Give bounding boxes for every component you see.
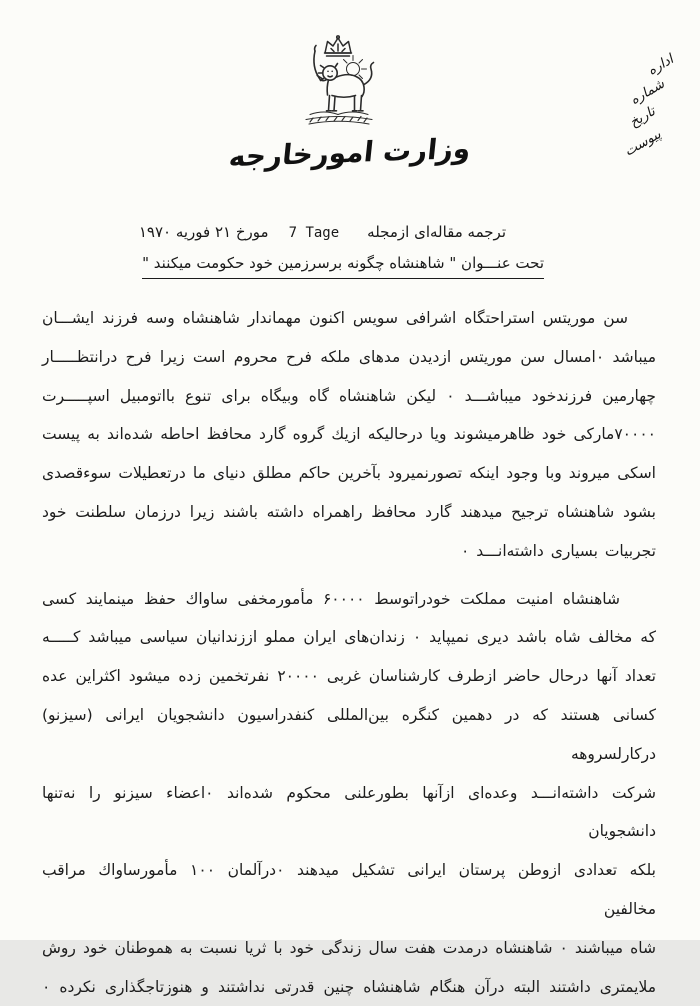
body-line: اسکی میروند وبا وجود اینکه تصورنمیرود بآخرین حاکم مطلق دنیای ما درتعطیلات سوءقصدی (42, 464, 656, 483)
body-text (42, 299, 656, 1006)
document-header (139, 223, 544, 279)
body-line: بشود شاهنشاه ترجیح میدهند گارد محافظ راهمراه داشته باشند زیرا درزمان سلطنت خود (42, 502, 656, 521)
body-line: شاه میباشند ۰ شاهنشاه درمدت هفت سال زندگی خود با ثریا نسبت به هموطنان خود روش (42, 938, 656, 957)
body-line: سن موریتس استراحتگاه اشرافی سویس اکنون مهماندار شاهنشاه وسه فرزند ایشـــان (42, 309, 628, 327)
body-line: که مخالف شاه باشد دیری نمیپاید ۰ زندان‌های ایران مملو اززندانیان سیاسی میباشد کـــــه (42, 628, 656, 647)
form-label-enclosure: پیوست (621, 126, 664, 160)
body-line: شرکت داشته‌انـــد وعده‌ای ازآنها بطورعلنی محکوم شده‌اند ۰اعضاء سیزنو را نه‌تنها دانشجویان (42, 783, 656, 841)
form-label-number: شماره (627, 75, 668, 109)
body-line: ۷۰۰۰۰مارکی خود ظاهرمیشوند ویا درحالیکه ازیك گروه گارد محافظ احاطه شده‌اند به پیست (42, 425, 656, 444)
form-label-office: اداره (644, 51, 677, 79)
lion-and-sun-emblem-icon (292, 34, 384, 132)
body-line: تعداد آنها درحال حاضر ازطرف کارشناسان غربی ۲۰۰۰۰ نفرتخمین زده میشود اکثراین عده (42, 667, 656, 686)
body-line: تجربیات بسیاری داشته‌انـــد ۰ (460, 541, 656, 560)
form-label-date: تاریخ (626, 103, 659, 131)
body-line: شاهنشاه امنیت مملکت خودراتوسط ۶۰۰۰۰ مأمورمخفی ساواك حفظ مینمایند کسی (42, 589, 620, 608)
ministry-title (0, 131, 700, 174)
source-line-date: مورخ ۲۱ فوریه ۱۹۷۰ (138, 223, 269, 241)
body-line: کسانی هستند که در دهمین کنگره بین‌المللی کنفدراسیون دانشجویان ایرانی (سیزنو) درکارلسروهه (42, 705, 656, 763)
source-line (139, 223, 544, 241)
magazine-name: 7 Tage (288, 225, 340, 241)
article-title-line (139, 254, 544, 279)
body-line: ملایمتری داشتند البته درآن هنگام شاهنشاه چنین قدرتی نداشتند و هنوزتاجگذاری نکرده ۰ (42, 977, 656, 996)
body-line: چهارمین فرزندخود میباشـــد ۰ لیکن شاهنشاه گاه وبیگاه برای تنوع بااتومبیل اسپـــــرت (42, 386, 656, 405)
body-line: میباشد ۰امسال سن موریتس ازدیدن مدهای ملکه فرح محروم است زیرا فرح درانتظـــــار (42, 347, 657, 366)
body-line: بلکه تعدادی ازوطن پرستان ایرانی تشکیل میدهند ۰درآلمان ۱۰۰ مأمورساواك مراقب مخالفین (42, 861, 656, 918)
paragraph (42, 299, 656, 571)
article-title-text: تحت عنـــوان " شاهنشاه چگونه برسرزمین خود حکومت میکنند " (142, 254, 544, 279)
source-line-prefix: ترجمه مقاله‌ای ازمجله (367, 223, 506, 241)
paragraph (42, 580, 656, 1006)
ministry-title-text: وزارت امورخارجه (227, 131, 473, 174)
